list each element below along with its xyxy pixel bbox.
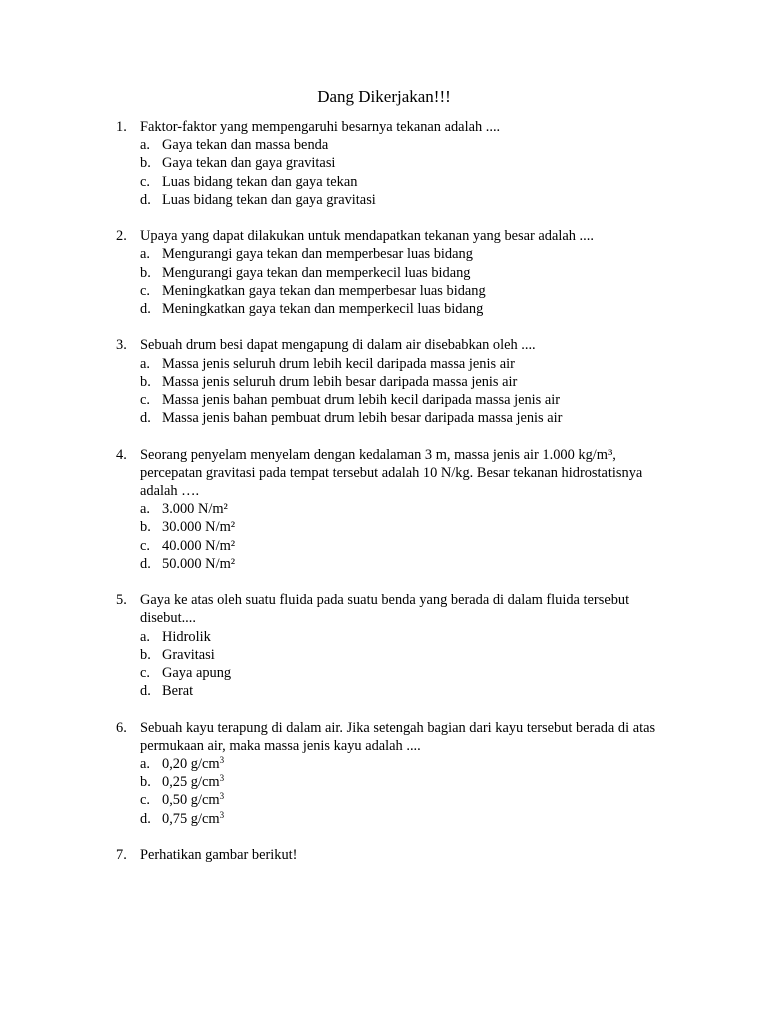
option-b: [140, 154, 676, 172]
question-text: Gaya ke atas oleh suatu fluida pada suatu benda yang berada di dalam fluida tersebut disebut....: [140, 592, 630, 627]
option-letter: b.: [140, 774, 151, 791]
option-text: [162, 773, 224, 791]
question-text: Faktor-faktor yang mempengaruhi besarnya tekanan adalah ....: [140, 119, 501, 135]
question-text: Sebuah kayu terapung di dalam air. Jika setengah bagian dari kayu tersebut berada di atas permukaan air, maka massa jenis kayu adalah ....: [140, 719, 656, 754]
question-body: [140, 719, 676, 828]
option-letter: d.: [140, 810, 151, 827]
option-letter: b.: [140, 646, 151, 663]
option-c: [140, 537, 676, 555]
option-letter: a.: [140, 137, 150, 154]
option-letter: d.: [140, 191, 151, 208]
option-text: Meningkatkan gaya tekan dan memperbesar luas bidang: [162, 282, 486, 299]
question-number: 7.: [116, 847, 127, 864]
unit-exponent: 3: [219, 791, 225, 802]
question-list: [116, 118, 676, 882]
option-value: 0,75 g/cm: [162, 810, 220, 827]
option-text: [162, 810, 224, 828]
option-c: [140, 282, 676, 300]
question-text: Seorang penyelam menyelam dengan kedalaman 3 m, massa jenis air 1.000 kg/m³, percepatan gravitasi pada tempat tersebut adalah 10 N/kg. Besar tekanan hidrostatisnya adalah ….: [140, 446, 643, 500]
option-list: [140, 245, 676, 318]
question-text: Upaya yang dapat dilakukan untuk mendapatkan tekanan yang besar adalah ....: [140, 228, 594, 245]
option-text: Hidrolik: [162, 628, 211, 645]
option-b: [140, 646, 676, 664]
option-letter: c.: [140, 665, 150, 682]
option-value: 0,20 g/cm: [162, 756, 220, 773]
option-text: Massa jenis seluruh drum lebih kecil daripada massa jenis air: [162, 355, 515, 372]
option-text: Berat: [162, 683, 194, 700]
option-text: Mengurangi gaya tekan dan memperkecil luas bidang: [162, 264, 471, 281]
option-d: [140, 300, 676, 318]
option-text: Gaya apung: [162, 665, 232, 682]
option-value: 0,25 g/cm: [162, 774, 220, 791]
question-7: [116, 846, 676, 864]
question-body: [140, 118, 676, 209]
question-number: 3.: [116, 337, 127, 354]
option-letter: d.: [140, 555, 151, 572]
option-text: 40.000 N/m²: [162, 537, 236, 554]
question-text: Perhatikan gambar berikut!: [140, 847, 298, 864]
unit-exponent: 3: [219, 809, 225, 820]
question-number: 2.: [116, 228, 127, 245]
option-b: [140, 773, 676, 791]
option-text: 3.000 N/m²: [162, 501, 228, 518]
option-letter: a.: [140, 246, 150, 263]
option-d: [140, 555, 676, 573]
option-letter: b.: [140, 373, 151, 390]
question-2: [116, 227, 676, 318]
document-title: Dang Dikerjakan!!!: [317, 87, 451, 106]
option-letter: b.: [140, 519, 151, 536]
option-a: [140, 500, 676, 518]
question-body: [140, 446, 676, 573]
option-a: [140, 755, 676, 773]
option-text: [162, 791, 224, 809]
option-list: [140, 628, 676, 701]
option-letter: c.: [140, 282, 150, 299]
question-body: [140, 846, 676, 864]
option-letter: c.: [140, 392, 150, 409]
option-text: 30.000 N/m²: [162, 519, 236, 536]
option-a: [140, 136, 676, 154]
option-b: [140, 264, 676, 282]
question-4: [116, 446, 676, 573]
question-body: [140, 336, 676, 427]
option-d: [140, 682, 676, 700]
option-letter: a.: [140, 756, 150, 773]
option-letter: a.: [140, 501, 150, 518]
option-letter: c.: [140, 173, 150, 190]
option-text: Massa jenis bahan pembuat drum lebih besar daripada massa jenis air: [162, 410, 563, 427]
option-letter: a.: [140, 628, 150, 645]
option-letter: d.: [140, 410, 151, 427]
option-letter: d.: [140, 683, 151, 700]
option-c: [140, 664, 676, 682]
option-list: [140, 500, 676, 573]
question-1: [116, 118, 676, 209]
question-body: [140, 591, 676, 700]
question-number: 1.: [116, 119, 127, 135]
option-text: Gaya tekan dan gaya gravitasi: [162, 155, 336, 172]
option-text: [162, 755, 224, 773]
question-3: [116, 336, 676, 427]
option-text: Massa jenis seluruh drum lebih besar daripada massa jenis air: [162, 373, 518, 390]
question-body: [140, 227, 676, 318]
option-b: [140, 373, 676, 391]
option-c: [140, 391, 676, 409]
question-6: [116, 719, 676, 828]
option-letter: d.: [140, 301, 151, 318]
option-b: [140, 518, 676, 536]
option-a: [140, 355, 676, 373]
option-letter: a.: [140, 355, 150, 372]
option-a: [140, 245, 676, 263]
option-d: [140, 409, 676, 427]
option-text: 50.000 N/m²: [162, 555, 236, 572]
option-d: [140, 810, 676, 828]
option-text: Luas bidang tekan dan gaya gravitasi: [162, 191, 376, 208]
unit-exponent: 3: [219, 755, 225, 766]
option-letter: c.: [140, 537, 150, 554]
option-text: Gaya tekan dan massa benda: [162, 137, 329, 154]
question-text: Sebuah drum besi dapat mengapung di dalam air disebabkan oleh ....: [140, 337, 536, 354]
option-value: 0,50 g/cm: [162, 792, 220, 809]
option-list: [140, 136, 676, 209]
option-d: [140, 191, 676, 209]
option-list: [140, 755, 676, 828]
option-c: [140, 791, 676, 809]
option-list: [140, 355, 676, 428]
option-c: [140, 173, 676, 191]
option-letter: c.: [140, 792, 150, 809]
question-5: [116, 591, 676, 700]
question-number: 4.: [116, 446, 127, 463]
option-letter: b.: [140, 155, 151, 172]
option-text: Mengurangi gaya tekan dan memperbesar luas bidang: [162, 246, 473, 263]
question-number: 5.: [116, 592, 127, 609]
option-text: Gravitasi: [162, 646, 215, 663]
question-number: 6.: [116, 719, 127, 736]
option-text: Massa jenis bahan pembuat drum lebih kecil daripada massa jenis air: [162, 392, 561, 409]
option-text: Meningkatkan gaya tekan dan memperkecil luas bidang: [162, 301, 484, 318]
option-letter: b.: [140, 264, 151, 281]
option-a: [140, 628, 676, 646]
unit-exponent: 3: [219, 773, 225, 784]
option-text: Luas bidang tekan dan gaya tekan: [162, 173, 358, 190]
